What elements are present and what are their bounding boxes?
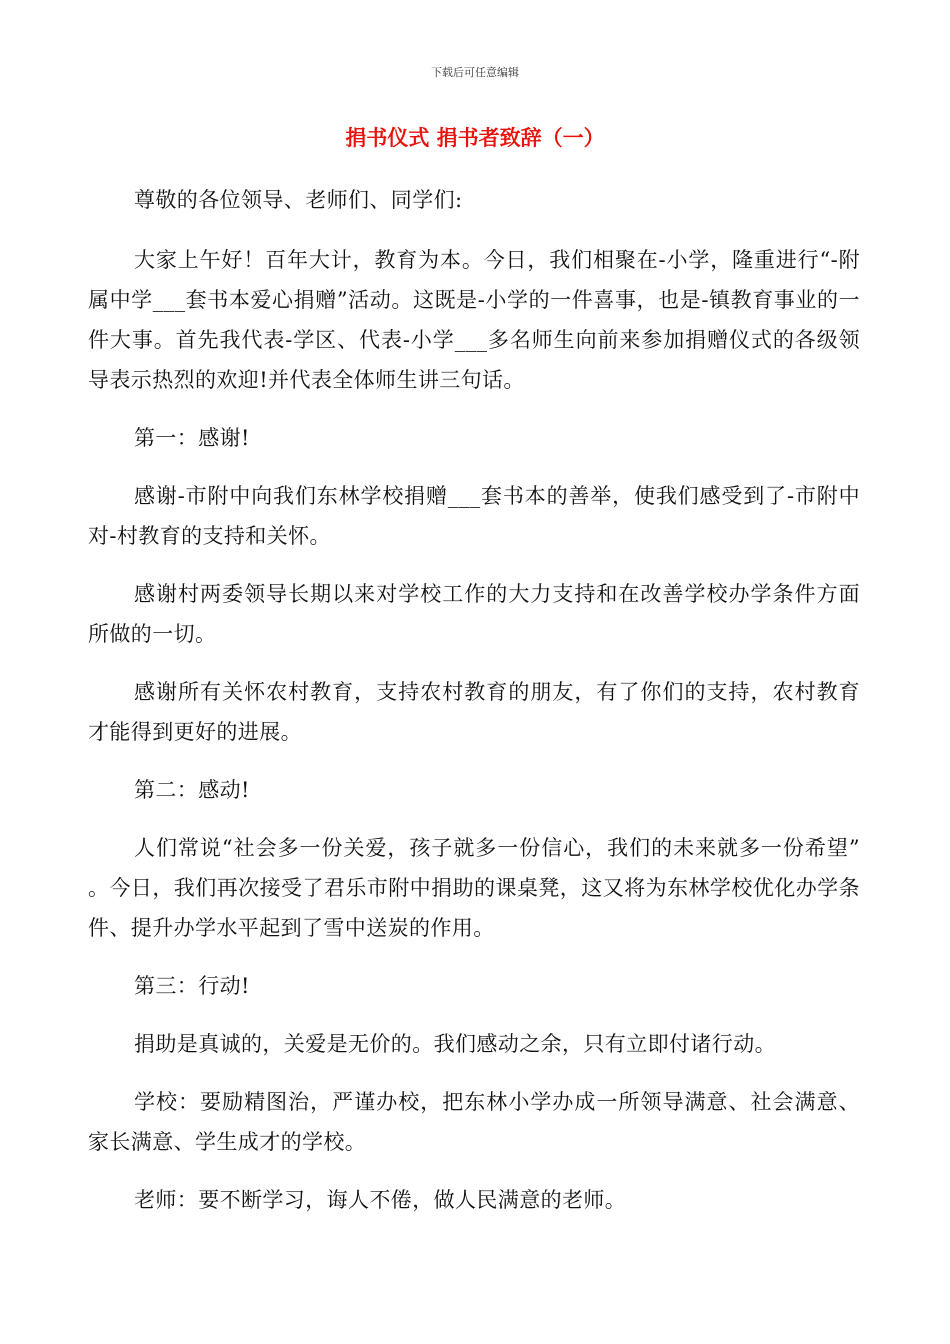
paragraph-thanks-school: 感谢-市附中向我们东林学校捐赠___套书本的善举，使我们感受到了-市附中对-村教育的支持和关怀。 xyxy=(88,484,860,548)
paragraph-action: 捐助是真诚的，关爱是无价的。我们感动之余，只有立即付诸行动。 xyxy=(134,1032,776,1056)
paragraph-thanks-village: 感谢村两委领导长期以来对学校工作的大力支持和在改善学校办学条件方面所做的一切。 xyxy=(88,582,860,646)
document-title: 捐书仪式 捐书者致辞（一） xyxy=(345,125,605,150)
paragraph-teacher-commitment: 老师：要不断学习，诲人不倦，做人民满意的老师。 xyxy=(134,1188,627,1212)
paragraph-opening: 大家上午好！百年大计，教育为本。今日，我们相聚在-小学，隆重进行“-附属中学___套书本爱心捐赠”活动。这既是-小学的一件喜事，也是-镇教育事业的一件大事。首先我代表-学区、代表-小学___多名师生向前来参加捐赠仪式的各级领导表示热烈的欢迎!并代表全体师生讲三句话。 xyxy=(88,248,860,392)
paragraph-thanks-friends: 感谢所有关怀农村教育，支持农村教育的朋友，有了你们的支持，农村教育才能得到更好的进展。 xyxy=(88,680,860,744)
paragraph-greeting: 尊敬的各位领导、老师们、同学们: xyxy=(134,188,463,212)
document-body xyxy=(88,180,860,1238)
page-header-note: 下载后可任意编辑 xyxy=(431,66,519,79)
paragraph-moved: 人们常说“社会多一份关爱，孩子就多一份信心，我们的未来就多一份希望” 。今日，我们再次接受了君乐市附中捐助的课桌凳，这又将为东林学校优化办学条件、提升办学水平起到了雪中送炭的作用。 xyxy=(88,836,860,940)
paragraph-school-commitment: 学校：要励精图治，严谨办校，把东林小学办成一所领导满意、社会满意、家长满意、学生成才的学校。 xyxy=(88,1090,860,1154)
section-heading-action: 第三：行动! xyxy=(134,974,250,998)
section-heading-thanks: 第一：感谢! xyxy=(134,426,250,450)
section-heading-moved: 第二：感动! xyxy=(134,778,250,802)
